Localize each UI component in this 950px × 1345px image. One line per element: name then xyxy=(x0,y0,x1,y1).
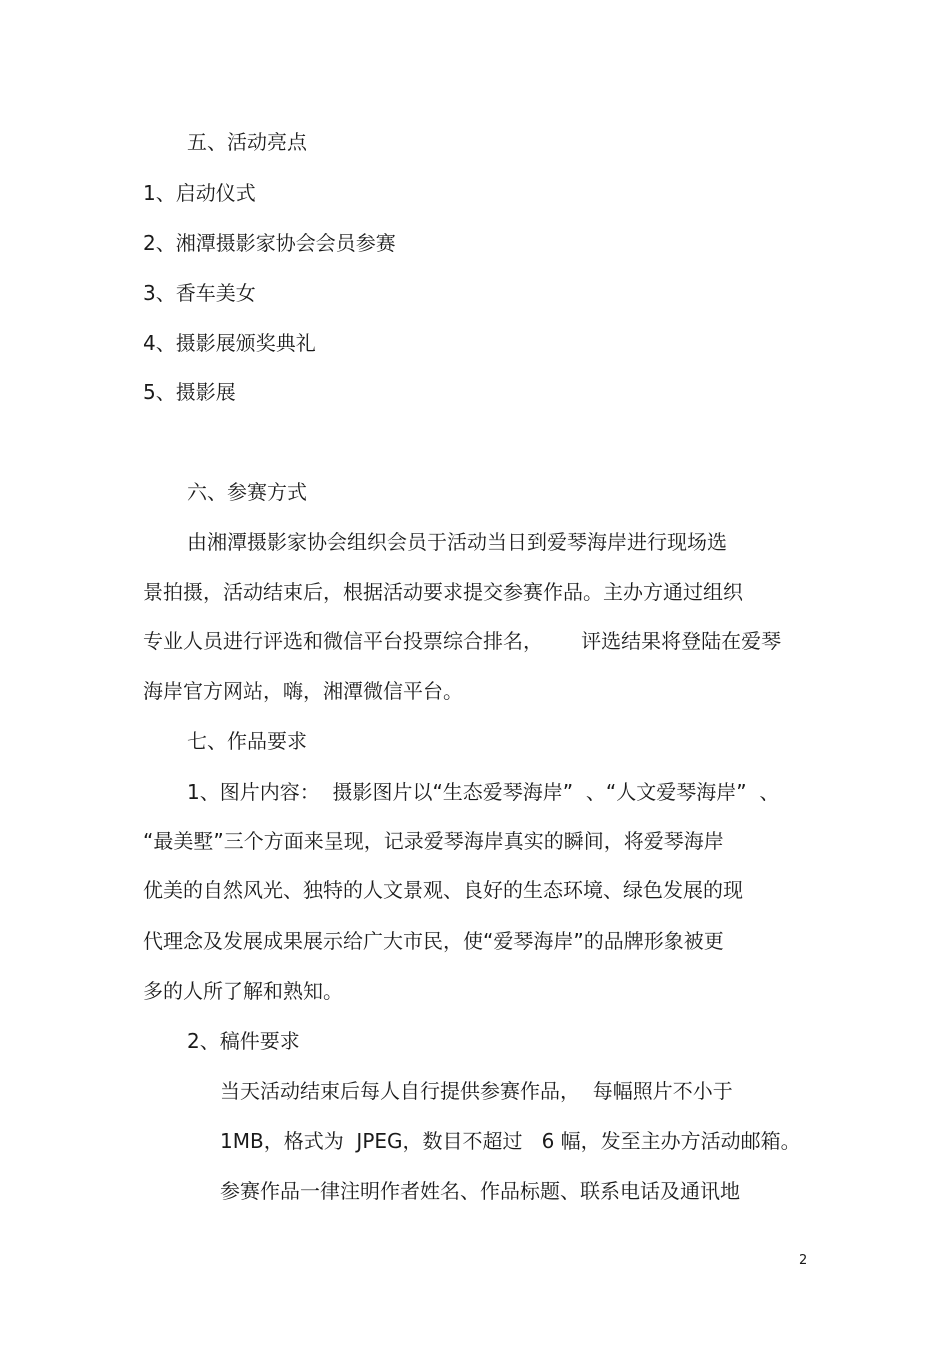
paragraph-line: 当天活动结束后每人自行提供参赛作品， 每幅照片不小于 xyxy=(220,1079,733,1103)
paragraph-line: 1、图片内容： 摄影图片以“生态爱琴海岸” 、“人文爱琴海岸” 、 xyxy=(187,780,780,804)
section-heading-highlights: 五、活动亮点 xyxy=(187,130,307,154)
list-item: 4、摄影展颁奖典礼 xyxy=(143,331,316,355)
section-heading-requirements: 七、作品要求 xyxy=(187,729,307,753)
paragraph-line: “最美墅”三个方面来呈现，记录爱琴海岸真实的瞬间，将爱琴海岸 xyxy=(143,829,724,853)
list-item: 3、香车美女 xyxy=(143,281,256,305)
paragraph-line: 1MB，格式为 JPEG，数目不超过 6 幅，发至主办方活动邮箱。 xyxy=(220,1129,801,1153)
list-item: 2、湘潭摄影家协会会员参赛 xyxy=(143,231,396,255)
paragraph-line: 景拍摄，活动结束后，根据活动要求提交参赛作品。主办方通过组织 xyxy=(143,580,743,604)
paragraph-line: 多的人所了解和熟知。 xyxy=(143,979,343,1003)
list-item: 1、启动仪式 xyxy=(143,181,256,205)
page-number: 2 xyxy=(799,1253,808,1268)
paragraph-line: 参赛作品一律注明作者姓名、作品标题、联系电话及通讯地 xyxy=(220,1179,740,1203)
paragraph-line: 专业人员进行评选和微信平台投票综合排名， 评选结果将登陆在爱琴 xyxy=(143,629,782,653)
paragraph-line: 代理念及发展成果展示给广大市民，使“爱琴海岸”的品牌形象被更 xyxy=(143,929,724,953)
paragraph-line: 海岸官方网站，嗨，湘潭微信平台。 xyxy=(143,679,463,703)
subsection-heading-submission: 2、稿件要求 xyxy=(187,1029,300,1053)
list-item: 5、摄影展 xyxy=(143,380,236,404)
section-heading-participation: 六、参赛方式 xyxy=(187,480,307,504)
paragraph-line: 优美的自然风光、独特的人文景观、良好的生态环境、绿色发展的现 xyxy=(143,878,743,902)
paragraph-line: 由湘潭摄影家协会组织会员于活动当日到爱琴海岸进行现场选 xyxy=(187,530,727,554)
